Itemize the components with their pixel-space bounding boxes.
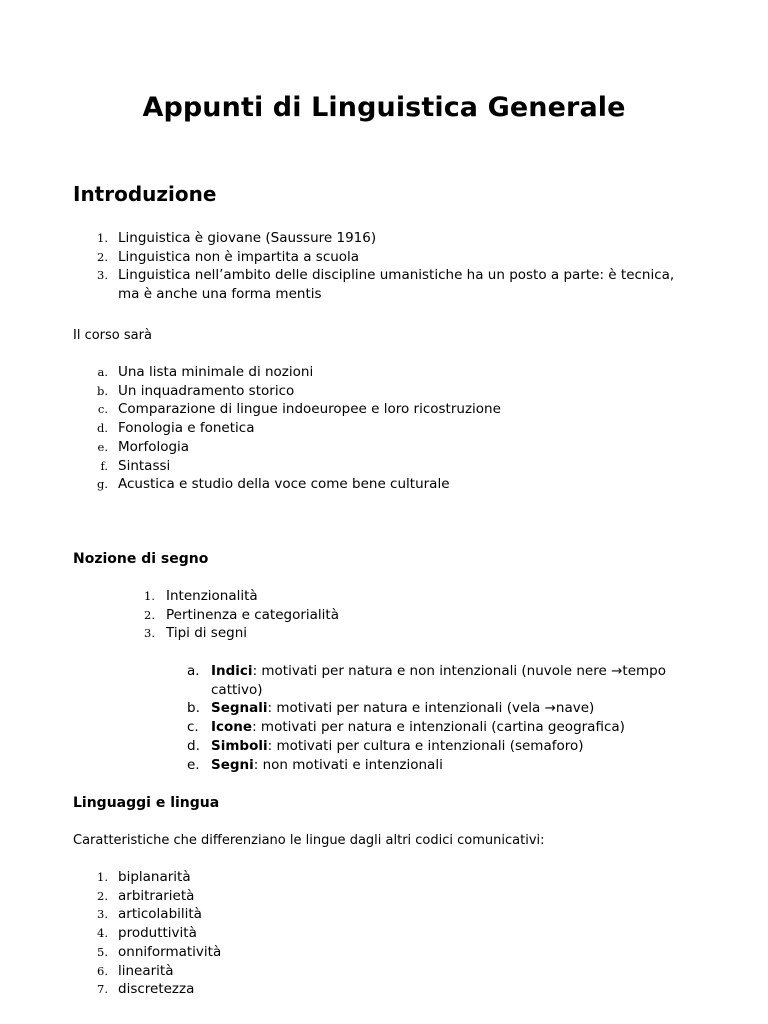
list-item-text: Morfologia [118, 438, 190, 455]
list-marker: 4. [97, 926, 108, 941]
list-marker: 5. [97, 944, 108, 959]
list-item [97, 363, 718, 382]
list-item [144, 587, 726, 606]
list-item [96, 382, 718, 401]
list-marker: d. [187, 737, 200, 754]
list-marker: 3. [97, 268, 108, 283]
list-marker: 7. [97, 982, 108, 997]
list-item-text: Intenzionalità [166, 588, 258, 604]
list-item [144, 606, 726, 625]
section-heading-introduzione: Introduzione [73, 182, 217, 206]
tipi-di-segni-list [187, 662, 711, 774]
list-item-text: arbitrarietà [118, 887, 195, 904]
list-item [97, 924, 618, 943]
list-item-text: onniformatività [118, 943, 222, 960]
linguaggi-intro-text: Caratteristiche che differenziano le lingue dagli altri codici comunicativi: [73, 833, 545, 848]
list-item-text: produttività [118, 925, 197, 942]
list-item [97, 248, 718, 267]
list-marker: a. [187, 663, 200, 679]
list-item [187, 699, 711, 718]
list-item [187, 662, 711, 699]
section-heading-linguaggi-e-lingua: Linguaggi e lingua [73, 795, 220, 811]
list-marker: b. [96, 383, 108, 398]
list-marker: 3. [97, 907, 108, 922]
term-description: : motivati per natura e non intenzionali (nuvole nere →tempo cattivo) [211, 663, 666, 698]
list-item [97, 887, 618, 906]
list-item-text: Linguistica nell’ambito delle discipline umanistiche ha un posto a parte: è tecnica, ma è anche una forma mentis [118, 267, 675, 303]
list-item-text: Un inquadramento storico [118, 382, 295, 399]
list-item-text: linearità [118, 962, 174, 979]
list-marker: d. [96, 421, 108, 436]
list-item [144, 624, 726, 643]
section-heading-nozione-di-segno: Nozione di segno [73, 551, 209, 567]
list-item [97, 868, 618, 887]
list-item [97, 229, 718, 248]
list-item [100, 457, 718, 476]
list-marker: g. [96, 477, 108, 492]
list-item [97, 438, 718, 457]
list-item-text [211, 737, 711, 756]
list-item [187, 718, 711, 737]
list-item [97, 905, 618, 924]
document-title: Appunti di Linguistica Generale [142, 92, 626, 123]
list-marker: 2. [144, 607, 155, 622]
corso-label: Il corso sarà [73, 328, 152, 343]
list-marker: 3. [144, 626, 155, 641]
list-marker: 2. [97, 249, 108, 264]
list-item-text: articolabilità [118, 906, 202, 923]
list-item-text: Tipi di segni [166, 625, 248, 642]
list-item-text [211, 756, 711, 775]
list-item-text: Pertinenza e categorialità [166, 606, 339, 623]
list-marker: f. [100, 458, 108, 473]
corso-list [96, 363, 718, 494]
list-marker: 6. [97, 963, 108, 978]
list-marker: c. [97, 402, 108, 417]
list-item-text: Acustica e studio della voce come bene culturale [118, 476, 450, 493]
list-item [97, 980, 618, 999]
list-item [97, 400, 718, 419]
list-marker: 1. [97, 870, 108, 884]
list-item-text [211, 662, 691, 699]
list-item-text: Linguistica è giovane (Saussure 1916) [118, 230, 377, 246]
term-label: Segnali [211, 700, 268, 717]
list-item [187, 737, 711, 756]
list-item-text: Sintassi [118, 457, 171, 474]
list-item-text: Comparazione di lingue indoeuropee e loro ricostruzione [118, 401, 501, 418]
list-item-text: Una lista minimale di nozioni [118, 364, 314, 380]
list-item-text: discretezza [118, 981, 195, 998]
list-item [96, 419, 718, 438]
term-label: Indici [211, 663, 253, 679]
list-item [97, 943, 618, 962]
term-label: Segni [211, 756, 254, 773]
term-description: : motivati per natura e intenzionali (vela →nave) [267, 700, 595, 717]
list-marker: b. [187, 700, 200, 717]
list-marker: a. [97, 365, 108, 379]
list-marker: e. [97, 439, 108, 454]
term-description: : motivati per natura e intenzionali (cartina geografica) [252, 719, 625, 736]
list-item [96, 475, 718, 494]
list-item [97, 962, 618, 981]
list-marker: c. [187, 719, 199, 736]
term-label: Icone [211, 719, 253, 736]
list-item [187, 756, 711, 775]
term-description: : non motivati e intenzionali [253, 756, 443, 773]
intro-list [97, 229, 718, 304]
list-item-text: biplanarità [118, 869, 191, 885]
term-label: Simboli [211, 737, 268, 754]
list-marker: 1. [97, 231, 108, 245]
list-item [97, 266, 718, 303]
list-marker: e. [187, 756, 200, 773]
list-item-text: Fonologia e fonetica [118, 420, 255, 437]
list-item-text [211, 699, 711, 718]
segno-list [144, 587, 726, 643]
caratteristiche-list [97, 868, 618, 999]
list-item-text: Linguistica non è impartita a scuola [118, 248, 360, 265]
term-description: : motivati per cultura e intenzionali (semaforo) [267, 737, 584, 754]
list-marker: 2. [97, 888, 108, 903]
list-marker: 1. [144, 589, 155, 603]
list-item-text [211, 718, 711, 737]
